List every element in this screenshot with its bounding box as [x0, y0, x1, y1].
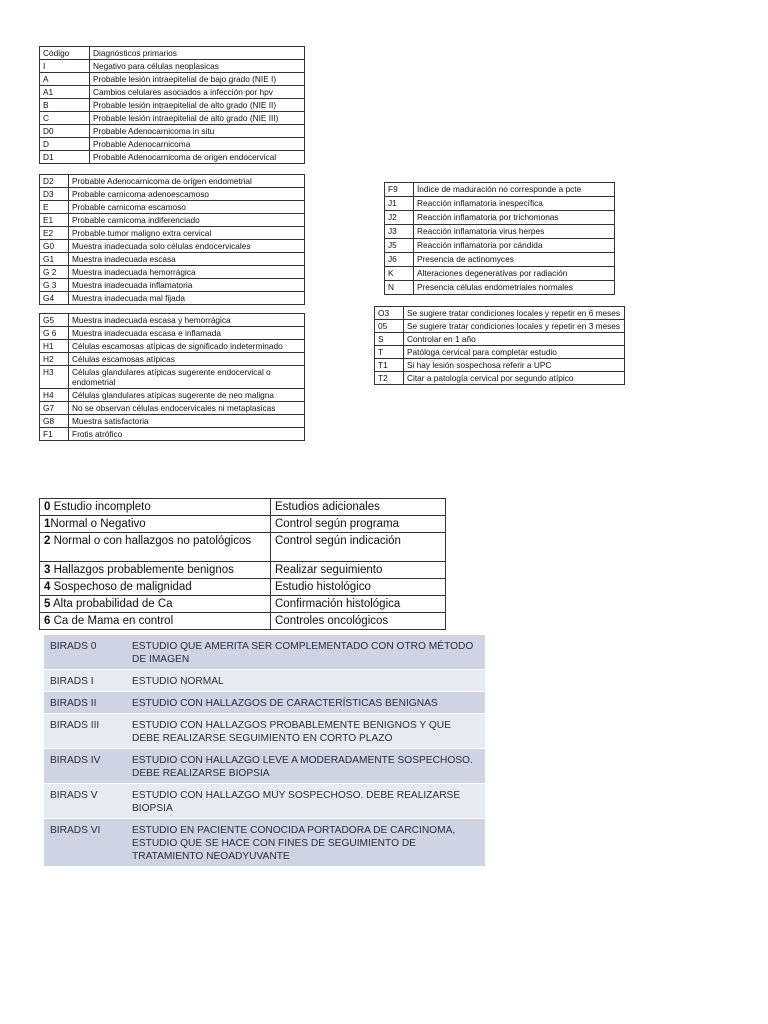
table-row: [40, 596, 446, 613]
diagnosis-cell: Probable Adenocarnicoma de origen endocervical: [90, 151, 305, 164]
category-number: 2: [44, 535, 51, 547]
birads-description: ESTUDIO CON HALLAZGO MUY SOSPECHOSO. DEBE REALIZARSE BIOPSIA: [126, 784, 485, 819]
code-cell: O3: [375, 307, 404, 320]
categories-table: [39, 498, 446, 630]
code-cell: G 3: [40, 279, 69, 292]
code-cell: H3: [40, 366, 69, 389]
table-row: [40, 353, 305, 366]
table-row: [40, 279, 305, 292]
table-row: [40, 428, 305, 441]
table-row: [40, 188, 305, 201]
code-cell: T2: [375, 372, 404, 385]
diagnosis-cell: Probable Adenocarnicoma de origen endometrial: [69, 175, 305, 188]
table-row: [40, 327, 305, 340]
category-number: 1: [44, 518, 51, 530]
code-cell: F1: [40, 428, 69, 441]
inflammatory-findings-table: [384, 182, 615, 295]
birads-description: ESTUDIO NORMAL: [126, 670, 485, 692]
birads-description: ESTUDIO CON HALLAZGO LEVE A MODERADAMENTE SOSPECHOSO. DEBE REALIZARSE BIOPSIA: [126, 749, 485, 784]
table-row: [40, 562, 446, 579]
category-text: Sospechoso de malignidad: [50, 581, 192, 593]
code-cell: D1: [40, 151, 90, 164]
code-cell: H4: [40, 389, 69, 402]
action-cell: Estudios adicionales: [271, 499, 446, 516]
table-header-row: [40, 47, 305, 60]
table-row: [385, 239, 615, 253]
category-number: 0: [44, 501, 51, 513]
table-row: [40, 366, 305, 389]
category-cell: [40, 579, 271, 596]
code-cell: J6: [385, 253, 414, 267]
birads-description: ESTUDIO EN PACIENTE CONOCIDA PORTADORA DE CARCINOMA, ESTUDIO QUE SE HACE CON FINES DE SEGUIMIENTO DE TRATAMIENTO NEOADYUVANTE: [126, 819, 485, 867]
action-cell: Estudio histológico: [271, 579, 446, 596]
table-row: [44, 692, 485, 714]
code-cell: B: [40, 99, 90, 112]
category-cell: [40, 596, 271, 613]
table-row: [40, 389, 305, 402]
table-row: [44, 819, 485, 867]
table-row: [385, 253, 615, 267]
table-row: [40, 613, 446, 630]
diagnosis-cell: Probable carnicoma adenoescamoso: [69, 188, 305, 201]
table-row: [40, 240, 305, 253]
code-cell: G7: [40, 402, 69, 415]
recommendations-table: [374, 306, 625, 385]
category-number: 3: [44, 564, 51, 576]
category-text: Normal o Negativo: [50, 518, 146, 530]
table-row: [44, 784, 485, 819]
code-cell: D2: [40, 175, 69, 188]
code-cell: C: [40, 112, 90, 125]
diagnosis-cell: Probable Adenocarnicoma: [90, 138, 305, 151]
diagnosis-cell: Muestra satisfactoria: [69, 415, 305, 428]
table-row: [40, 340, 305, 353]
code-cell: G8: [40, 415, 69, 428]
table-row: [40, 214, 305, 227]
code-cell: D: [40, 138, 90, 151]
table-row: [40, 415, 305, 428]
primary-diagnoses-table: [39, 46, 305, 164]
table-row: [40, 516, 446, 533]
code-cell: D0: [40, 125, 90, 138]
diagnosis-cell: Muestra inadecuada escasa y hemorrágica: [69, 314, 305, 327]
diagnosis-cell: Probable lesión intraepitelial de bajo grado (NIE I): [90, 73, 305, 86]
birads-label: BIRADS VI: [44, 819, 126, 867]
diagnosis-cell: Muestra inadecuada mal fijada: [69, 292, 305, 305]
recommendation-cell: Controlar en 1 año: [404, 333, 625, 346]
recommendation-cell: Se sugiere tratar condiciones locales y repetir en 6 meses: [404, 307, 625, 320]
table-row: [44, 635, 485, 670]
third-diagnoses-table: [39, 313, 305, 441]
action-cell: Controles oncológicos: [271, 613, 446, 630]
code-cell: K: [385, 267, 414, 281]
table-row: [40, 253, 305, 266]
code-cell: 05: [375, 320, 404, 333]
finding-cell: Reacción inflamatoria por cándida: [414, 239, 615, 253]
finding-cell: Reacción inflamatoria inespecífica: [414, 197, 615, 211]
table-row: [40, 73, 305, 86]
table-row: [40, 292, 305, 305]
finding-cell: Reacción inflamatoria por trichomonas: [414, 211, 615, 225]
code-cell: G4: [40, 292, 69, 305]
table-row: [375, 333, 625, 346]
category-number: 4: [44, 581, 51, 593]
birads-label: BIRADS V: [44, 784, 126, 819]
table-row: [40, 125, 305, 138]
table-row: [44, 714, 485, 749]
table-row: [385, 225, 615, 239]
diagnosis-cell: Muestra inadecuada escasa e inflamada: [69, 327, 305, 340]
recommendation-cell: Si hay lesión sospechosa referir a UPC: [404, 359, 625, 372]
diagnosis-cell: Células glandulares atípicas sugerente endocervical o endometrial: [69, 366, 305, 389]
finding-cell: Alteraciones degenerativas por radiación: [414, 267, 615, 281]
secondary-diagnoses-table: [39, 174, 305, 305]
table-row: [375, 320, 625, 333]
table-row: [385, 211, 615, 225]
action-cell: Control según indicación: [271, 533, 446, 562]
table-row: [40, 402, 305, 415]
diagnosis-cell: Células glandulares atípicas sugerente de neo maligna: [69, 389, 305, 402]
code-cell: J5: [385, 239, 414, 253]
code-cell: E2: [40, 227, 69, 240]
code-cell: F9: [385, 183, 414, 197]
table-row: [40, 227, 305, 240]
diagnosis-cell: Probable lesión intraepitelial de alto grado (NIE III): [90, 112, 305, 125]
finding-cell: Presencia células endometriales normales: [414, 281, 615, 295]
diagnosis-cell: Muestra inadecuada inflamatoria: [69, 279, 305, 292]
action-cell: Control según programa: [271, 516, 446, 533]
code-cell: H2: [40, 353, 69, 366]
diagnosis-cell: No se observan células endocervicales ni metaplasicas: [69, 402, 305, 415]
code-cell: I: [40, 60, 90, 73]
category-number: 6: [44, 615, 51, 627]
table-row: [40, 499, 446, 516]
recommendation-cell: Citar a patología cervical por segundo atípico: [404, 372, 625, 385]
code-cell: A: [40, 73, 90, 86]
birads-table: [44, 634, 485, 866]
table-row: [375, 372, 625, 385]
code-cell: G1: [40, 253, 69, 266]
table-row: [40, 86, 305, 99]
code-cell: E: [40, 201, 69, 214]
diagnosis-cell: Probable lesión intraepitelial de alto grado (NIE II): [90, 99, 305, 112]
code-cell: H1: [40, 340, 69, 353]
table-row: [44, 670, 485, 692]
diagnosis-cell: Probable tumor maligno extra cervical: [69, 227, 305, 240]
table-row: [40, 579, 446, 596]
code-cell: A1: [40, 86, 90, 99]
diagnosis-cell: Muestra inadecuada escasa: [69, 253, 305, 266]
diagnosis-cell: Probable carnicoma indiferenciado: [69, 214, 305, 227]
table-row: [40, 201, 305, 214]
category-number: 5: [44, 598, 51, 610]
category-cell: [40, 533, 271, 562]
birads-label: BIRADS IV: [44, 749, 126, 784]
code-cell: J3: [385, 225, 414, 239]
diagnosis-cell: Células escamosas atípicas: [69, 353, 305, 366]
code-cell: T1: [375, 359, 404, 372]
recommendation-cell: Se sugiere tratar condiciones locales y repetir en 3 meses: [404, 320, 625, 333]
code-cell: G 6: [40, 327, 69, 340]
diagnosis-cell: Células escamosas atípicas de significado indeterminado: [69, 340, 305, 353]
code-cell: E1: [40, 214, 69, 227]
recommendation-cell: Patóloga cervical para completar estudio: [404, 346, 625, 359]
header-diagnosis: Diagnósticos primarios: [90, 47, 305, 60]
code-cell: J1: [385, 197, 414, 211]
code-cell: J2: [385, 211, 414, 225]
header-code: Código: [40, 47, 90, 60]
category-text: Ca de Mama en control: [50, 615, 174, 627]
diagnosis-cell: Cambios celulares asociados a infección por hpv: [90, 86, 305, 99]
table-row: [40, 533, 446, 562]
table-row: [40, 266, 305, 279]
category-text: Hallazgos probablemente benignos: [50, 564, 234, 576]
finding-cell: Índice de maduración no corresponde a pcte: [414, 183, 615, 197]
category-text: Alta probabilidad de Ca: [50, 598, 173, 610]
birads-label: BIRADS 0: [44, 635, 126, 670]
diagnosis-cell: Probable carnicoma escamoso: [69, 201, 305, 214]
table-row: [40, 112, 305, 125]
category-cell: [40, 499, 271, 516]
code-cell: N: [385, 281, 414, 295]
birads-description: ESTUDIO QUE AMERITA SER COMPLEMENTADO CON OTRO MÉTODO DE IMAGEN: [126, 635, 485, 670]
birads-label: BIRADS III: [44, 714, 126, 749]
table-row: [375, 346, 625, 359]
diagnosis-cell: Muestra inadecuada hemorrágica: [69, 266, 305, 279]
code-cell: S: [375, 333, 404, 346]
table-row: [40, 99, 305, 112]
table-row: [40, 175, 305, 188]
code-cell: G 2: [40, 266, 69, 279]
birads-label: BIRADS I: [44, 670, 126, 692]
diagnosis-cell: Frotis atrófico: [69, 428, 305, 441]
finding-cell: Presencia de actinomyces: [414, 253, 615, 267]
table-row: [385, 267, 615, 281]
diagnosis-cell: Muestra inadecuada solo células endocervicales: [69, 240, 305, 253]
code-cell: G5: [40, 314, 69, 327]
diagnosis-cell: Probable Adenocarnicoma in situ: [90, 125, 305, 138]
action-cell: Confirmación histológica: [271, 596, 446, 613]
table-row: [40, 314, 305, 327]
table-row: [40, 138, 305, 151]
table-row: [375, 307, 625, 320]
finding-cell: Reacción inflamatoria virus herpes: [414, 225, 615, 239]
table-row: [375, 359, 625, 372]
code-cell: T: [375, 346, 404, 359]
birads-label: BIRADS II: [44, 692, 126, 714]
table-row: [44, 749, 485, 784]
table-row: [40, 151, 305, 164]
category-text: Normal o con hallazgos no patológicos: [50, 535, 252, 547]
table-row: [385, 183, 615, 197]
diagnosis-cell: Negativo para células neoplasicas: [90, 60, 305, 73]
category-cell: [40, 516, 271, 533]
category-text: Estudio incompleto: [50, 501, 151, 513]
code-cell: G0: [40, 240, 69, 253]
table-row: [385, 197, 615, 211]
table-row: [385, 281, 615, 295]
code-cell: D3: [40, 188, 69, 201]
category-cell: [40, 562, 271, 579]
table-row: [40, 60, 305, 73]
birads-description: ESTUDIO CON HALLAZGOS DE CARACTERÍSTICAS BENIGNAS: [126, 692, 485, 714]
action-cell: Realizar seguimiento: [271, 562, 446, 579]
birads-description: ESTUDIO CON HALLAZGOS PROBABLEMENTE BENIGNOS Y QUE DEBE REALIZARSE SEGUIMIENTO EN CORTO PLAZO: [126, 714, 485, 749]
category-cell: [40, 613, 271, 630]
